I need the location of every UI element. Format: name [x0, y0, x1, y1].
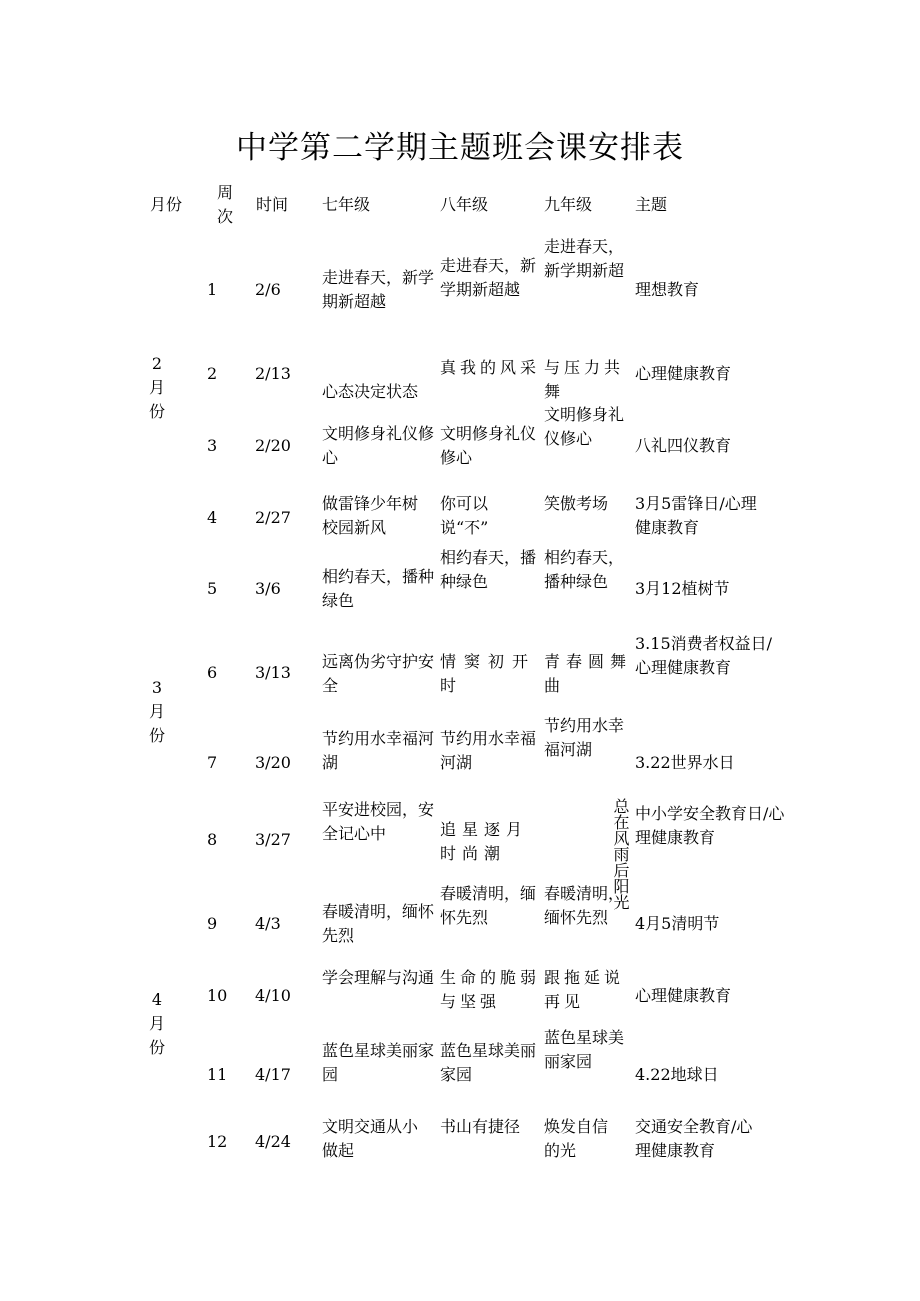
grade7-topic: 蓝色星球美丽家园	[322, 1041, 435, 1084]
date-cell: 3/20	[255, 753, 291, 772]
month-label: 2月份	[148, 354, 165, 421]
grade7-topic: 相约春天，播种绿色	[322, 567, 435, 610]
date-cell: 2/6	[255, 280, 281, 299]
grade8-topic: 书山有捷径	[440, 1117, 521, 1136]
week-number: 4	[207, 508, 218, 527]
month-label: 3月份	[148, 678, 165, 745]
header-grade8: 八年级	[440, 195, 489, 214]
week-number: 3	[207, 436, 218, 455]
theme-cell: 3.22世界水日	[635, 753, 735, 772]
theme-cell: 心理健康教育	[635, 986, 732, 1005]
week-number: 1	[207, 280, 218, 299]
week-number: 12	[207, 1132, 228, 1151]
header-month: 月份	[150, 195, 183, 214]
header-date: 时间	[256, 195, 289, 214]
grade9-topic: 春暖清明，缅怀先烈	[544, 884, 625, 927]
header-theme: 主题	[635, 195, 668, 214]
theme-cell: 交通安全教育/心理健康教育	[635, 1117, 753, 1160]
grade7-topic: 节约用水幸福河湖	[322, 729, 435, 772]
grade7-topic: 做雷锋少年树校园新风	[322, 494, 419, 537]
grade7-topic: 心态决定状态	[322, 382, 419, 401]
grade9-topic: 相约春天，播种绿色	[544, 548, 625, 591]
header-grade9: 九年级	[544, 195, 593, 214]
grade7-topic: 走进春天，新学期新超越	[322, 268, 435, 311]
week-number: 6	[207, 663, 218, 682]
theme-cell: 八礼四仪教育	[635, 436, 732, 455]
grade8-topic: 追星逐月时尚潮	[440, 820, 529, 863]
grade7-topic: 文明交通从小做起	[322, 1117, 419, 1160]
grade9-topic: 笑傲考场	[544, 494, 609, 513]
date-cell: 2/13	[255, 364, 291, 383]
grade9-topic: 与压力共舞	[544, 358, 625, 401]
week-number: 11	[207, 1065, 228, 1084]
theme-cell: 3月5雷锋日/心理健康教育	[635, 494, 757, 537]
grade8-topic: 节约用水幸福河湖	[440, 729, 537, 772]
grade9-topic: 总在风雨后阳光	[611, 798, 630, 910]
week-number: 2	[207, 364, 218, 383]
grade8-topic: 春暖清明，缅怀先烈	[440, 884, 537, 927]
theme-cell: 3月12植树节	[635, 579, 730, 598]
grade9-topic: 焕发自信的光	[544, 1117, 609, 1160]
grade7-topic: 文明修身礼仪修心	[322, 424, 435, 467]
week-number: 8	[207, 830, 218, 849]
theme-cell: 3.15消费者权益日/心理健康教育	[635, 634, 773, 677]
date-cell: 2/27	[255, 508, 291, 527]
theme-cell: 理想教育	[635, 280, 700, 299]
grade8-topic: 走进春天，新学期新超越	[440, 256, 537, 299]
month-label: 4月份	[148, 990, 165, 1057]
theme-cell: 4月5清明节	[635, 914, 720, 933]
theme-cell: 4.22地球日	[635, 1065, 719, 1084]
page-title: 中学第二学期主题班会课安排表	[236, 130, 684, 166]
grade8-topic: 生命的脆弱与坚强	[440, 968, 541, 1011]
week-number: 9	[207, 914, 218, 933]
grade9-topic: 走进春天，新学期新超	[544, 237, 625, 280]
grade8-topic: 文明修身礼仪修心	[440, 424, 537, 467]
grade9-topic: 青春圆舞曲	[544, 652, 633, 695]
grade9-topic: 蓝色星球美丽家园	[544, 1028, 625, 1071]
grade8-topic: 相约春天，播种绿色	[440, 548, 537, 591]
date-cell: 2/20	[255, 436, 291, 455]
grade7-topic: 远离伪劣守护安全	[322, 652, 435, 695]
date-cell: 4/17	[255, 1065, 291, 1084]
date-cell: 4/3	[255, 914, 281, 933]
grade7-topic: 学会理解与沟通	[322, 968, 435, 987]
theme-cell: 中小学安全教育日/心理健康教育	[635, 804, 785, 847]
grade9-topic: 节约用水幸福河湖	[544, 716, 625, 759]
week-number: 10	[207, 986, 228, 1005]
grade9-topic: 文明修身礼仪修心	[544, 405, 625, 448]
grade7-topic: 平安进校园，安全记心中	[322, 800, 435, 843]
date-cell: 4/10	[255, 986, 291, 1005]
date-cell: 3/13	[255, 663, 291, 682]
grade8-topic: 你可以说“不”	[440, 494, 489, 537]
grade8-topic: 蓝色星球美丽家园	[440, 1041, 537, 1084]
date-cell: 3/6	[255, 579, 281, 598]
grade9-topic: 跟拖延说再见	[544, 968, 625, 1011]
date-cell: 3/27	[255, 830, 291, 849]
week-number: 5	[207, 579, 218, 598]
header-week: 周次	[216, 183, 235, 226]
week-number: 7	[207, 753, 218, 772]
grade8-topic: 情窦初开时	[440, 652, 537, 695]
header-grade7: 七年级	[322, 195, 371, 214]
theme-cell: 心理健康教育	[635, 364, 732, 383]
date-cell: 4/24	[255, 1132, 291, 1151]
grade8-topic: 真我的风采	[440, 358, 541, 377]
grade7-topic: 春暖清明，缅怀先烈	[322, 902, 435, 945]
